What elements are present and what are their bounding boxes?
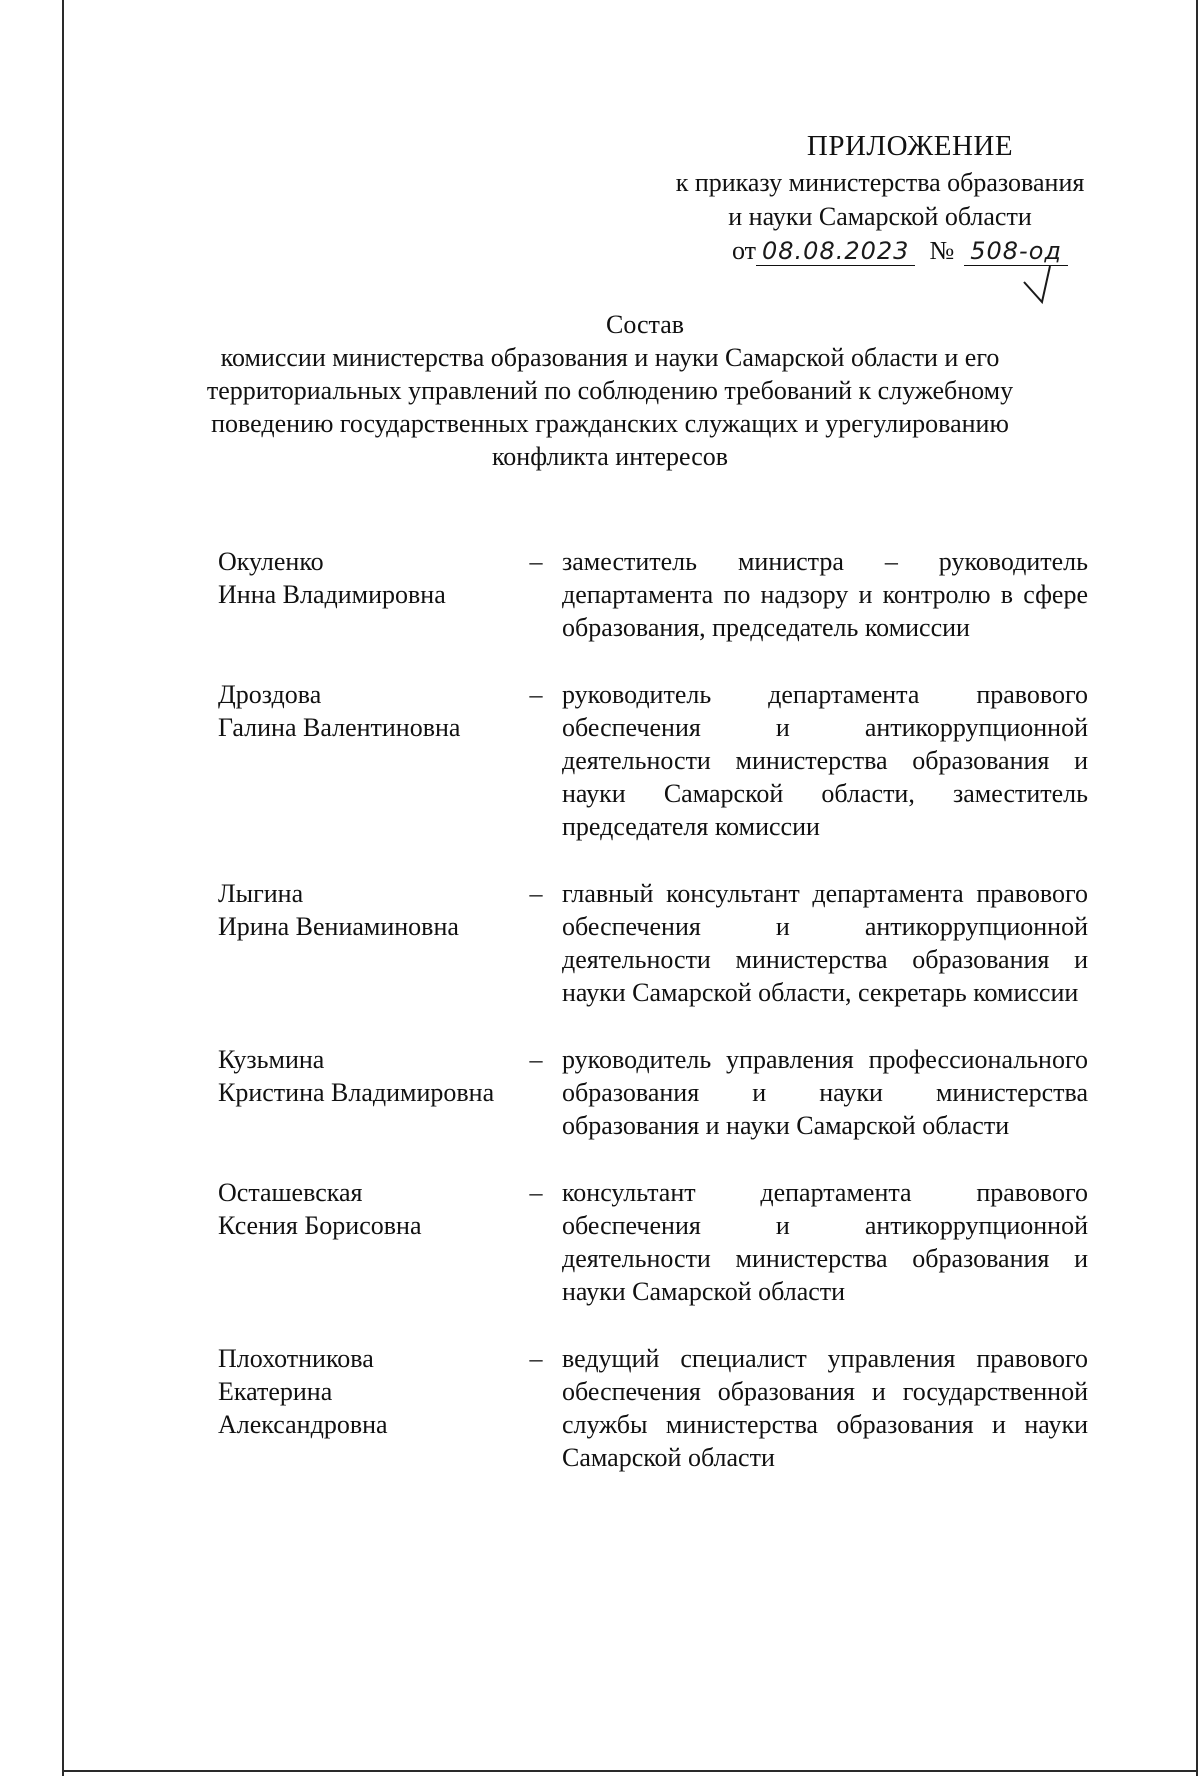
member-dash: –: [529, 680, 543, 709]
member-dash: –: [529, 1045, 543, 1074]
scan-border-bottom: [62, 1770, 1196, 1772]
member-name: [218, 678, 518, 843]
member-name: [218, 877, 518, 1009]
member-surname: Окуленко: [218, 547, 324, 576]
member-row: [218, 1176, 1102, 1308]
member-row: [218, 1342, 1102, 1474]
member-surname: Плохотникова: [218, 1344, 374, 1373]
title-heading: Состав: [605, 310, 685, 339]
member-given-name: Ксения Борисовна: [218, 1211, 422, 1240]
member-name: [218, 545, 518, 644]
scan-border-left: [62, 0, 64, 1776]
member-name: [218, 1043, 518, 1142]
member-role: консультант департамента правового обеспечения и антикоррупционной деятельности министерства образования и науки Самарской области: [562, 1178, 1088, 1306]
commission-members-list: [218, 545, 1102, 1508]
member-row: [218, 678, 1102, 843]
member-given-name: Галина Валентиновна: [218, 713, 461, 742]
member-row: [218, 1043, 1102, 1142]
member-given-name: Кристина Владимировна: [218, 1078, 495, 1107]
member-role: заместитель министра – руководитель департамента по надзору и контролю в сфере образования, председатель комиссии: [562, 547, 1088, 642]
document-title: [160, 308, 1060, 473]
member-surname: Дроздова: [218, 680, 322, 709]
handwritten-check-mark: [1020, 262, 1056, 308]
member-dash: –: [529, 1344, 543, 1373]
member-row: [218, 545, 1102, 644]
member-given-name: Инна Владимировна: [218, 580, 446, 609]
order-reference: [732, 234, 1068, 268]
appendix-line-1: к приказу министерства образования: [675, 168, 1085, 197]
member-given-name: Екатерина: [218, 1377, 333, 1406]
member-dash: –: [529, 879, 543, 908]
member-row: [218, 877, 1102, 1009]
member-role: ведущий специалист управления правового обеспечения образования и государственной службы министерства образования и науки Самарской области: [562, 1344, 1088, 1472]
member-given-name-line-2: Александровна: [218, 1410, 388, 1439]
order-date: 08.08.2023: [756, 237, 915, 266]
title-text: комиссии министерства образования и науки Самарской области и его территориальных управлений по соблюдению требований к служебному поведению государственных гражданских служащих и урегулированию конфликта интересов: [206, 343, 1014, 471]
member-dash: –: [529, 547, 543, 576]
appendix-title: ПРИЛОЖЕНИЕ: [806, 130, 1014, 162]
scan-border-right: [1196, 0, 1198, 1776]
member-name: [218, 1176, 518, 1308]
appendix-line-2: и науки Самарской области: [728, 202, 1032, 231]
member-role: руководитель управления профессионального образования и науки министерства образования и науки Самарской области: [562, 1045, 1088, 1140]
member-role: главный консультант департамента правового обеспечения и антикоррупционной деятельности министерства образования и науки Самарской области, секретарь комиссии: [562, 879, 1088, 1007]
member-dash: –: [529, 1178, 543, 1207]
member-surname: Осташевская: [218, 1178, 363, 1207]
order-from-prefix: от: [731, 236, 757, 265]
order-number: 508-од: [964, 237, 1068, 266]
member-surname: Кузьмина: [218, 1045, 325, 1074]
order-number-sign: №: [929, 236, 955, 265]
member-role: руководитель департамента правового обеспечения и антикоррупционной деятельности министерства образования и науки Самарской области, заместитель председателя комиссии: [562, 680, 1088, 841]
member-given-name: Ирина Вениаминовна: [218, 912, 459, 941]
appendix-header: [640, 126, 1120, 268]
member-surname: Лыгина: [218, 879, 304, 908]
member-name: [218, 1342, 518, 1474]
